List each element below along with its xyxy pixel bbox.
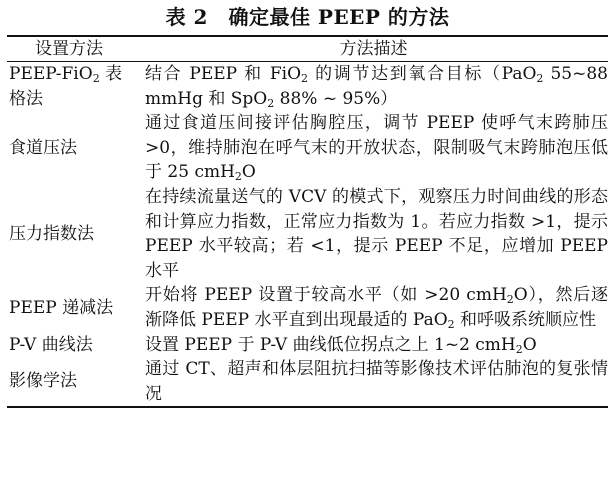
table-row bbox=[7, 357, 608, 407]
row-description: 开始将 PEEP 设置于较高水平（如 >20 cmH$_2$O），然后逐渐降低 PEEP 水平直到出现最适的 PaO$_2$ 和呼吸系统顺应性 bbox=[145, 285, 609, 331]
table-row bbox=[7, 111, 608, 185]
row-method: 食道压法 bbox=[9, 137, 77, 158]
table-row bbox=[7, 185, 608, 283]
row-method: PEEP-FiO$_2$ 表格法 bbox=[9, 64, 123, 109]
row-description: 通过 CT、超声和体层阻抗扫描等影像技术评估肺泡的复张情况 bbox=[139, 357, 608, 407]
header-row bbox=[7, 36, 608, 62]
table-row bbox=[7, 62, 608, 112]
table-row bbox=[7, 283, 608, 332]
row-method: 影像学法 bbox=[7, 357, 139, 407]
row-method: 压力指数法 bbox=[9, 223, 94, 244]
row-method: PEEP 递减法 bbox=[9, 297, 114, 318]
row-description: 结合 PEEP 和 FiO$_2$ 的调节达到氧合目标（PaO$_2$ 55~88 mmHg 和 SpO$_2$ 88% ~ 95%） bbox=[145, 64, 608, 110]
peep-methods-table bbox=[7, 35, 608, 408]
table-row bbox=[7, 333, 608, 358]
row-method: P-V 曲线法 bbox=[9, 334, 93, 355]
table-caption: 表 2 确定最佳 PEEP 的方法 bbox=[165, 5, 450, 29]
header-method: 设置方法 bbox=[7, 36, 139, 62]
row-description: 在持续流量送气的 VCV 的模式下，观察压力时间曲线的形态和计算应力指数，正常应力指数为 1。若应力指数 >1，提示 PEEP 水平较高；若 <1，提示 PEEP 不足，应增加 PEEP 水平 bbox=[145, 186, 608, 281]
row-description: 设置 PEEP 于 P-V 曲线低位拐点之上 1~2 cmH$_2$O bbox=[145, 334, 537, 356]
row-description: 通过食道压间接评估胸腔压，调节 PEEP 使呼气末跨肺压 >0，维持肺泡在呼气末的开放状态，限制吸气末跨肺泡压低于 25 cmH$_2$O bbox=[145, 113, 608, 184]
header-description: 方法描述 bbox=[139, 36, 608, 62]
